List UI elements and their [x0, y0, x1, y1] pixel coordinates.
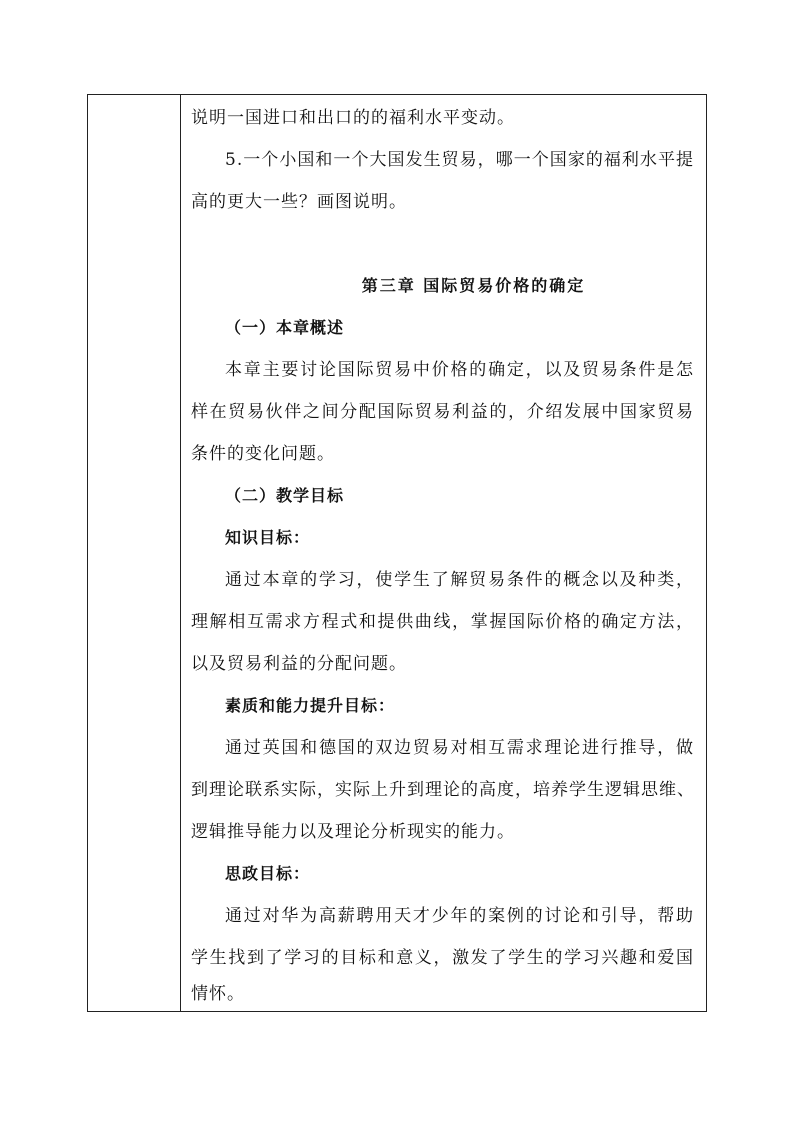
quality-goal-heading: 素质和能力提升目标：	[225, 696, 396, 715]
ideological-line-3: 情怀。	[191, 984, 245, 1004]
section-heading-goals: （二）教学目标	[225, 486, 345, 505]
knowledge-line-2: 理解相互需求方程式和提供曲线，掌握国际价格的确定方法，	[191, 612, 694, 632]
ideological-line-1: 通过对华为高薪聘用天才少年的案例的讨论和引导，帮助	[225, 906, 694, 926]
ideological-line-2: 学生找到了学习的目标和意义，激发了学生的学习兴趣和爱国	[191, 948, 694, 968]
quality-line-2: 到理论联系实际，实际上升到理论的高度，培养学生逻辑思维、	[191, 780, 695, 800]
overview-line-2: 样在贸易伙伴之间分配国际贸易利益的，介绍发展中国家贸易	[191, 402, 694, 422]
overview-line-1: 本章主要讨论国际贸易中价格的确定，以及贸易条件是怎	[225, 360, 694, 380]
knowledge-line-1: 通过本章的学习，使学生了解贸易条件的概念以及种类，	[225, 570, 694, 590]
text-line: 说明一国进口和出口的的福利水平变动。	[191, 108, 515, 128]
question-5-line-1: 5.一个小国和一个大国发生贸易，哪一个国家的福利水平提	[225, 150, 694, 170]
quality-line-3: 逻辑推导能力以及理论分析现实的能力。	[191, 822, 515, 842]
knowledge-line-3: 以及贸易利益的分配问题。	[191, 654, 407, 674]
chapter-title: 第三章 国际贸易价格的确定	[361, 276, 586, 295]
section-heading-overview: （一）本章概述	[225, 318, 345, 337]
knowledge-goal-heading: 知识目标：	[225, 528, 311, 547]
table-right-column	[181, 95, 706, 1011]
quality-line-1: 通过英国和德国的双边贸易对相互需求理论进行推导，做	[225, 738, 694, 758]
content-table	[87, 94, 707, 1012]
question-5-line-2: 高的更大一些？画图说明。	[191, 192, 407, 212]
overview-line-3: 条件的变化问题。	[191, 444, 335, 464]
table-left-column	[88, 95, 181, 1011]
ideological-goal-heading: 思政目标：	[225, 864, 311, 883]
